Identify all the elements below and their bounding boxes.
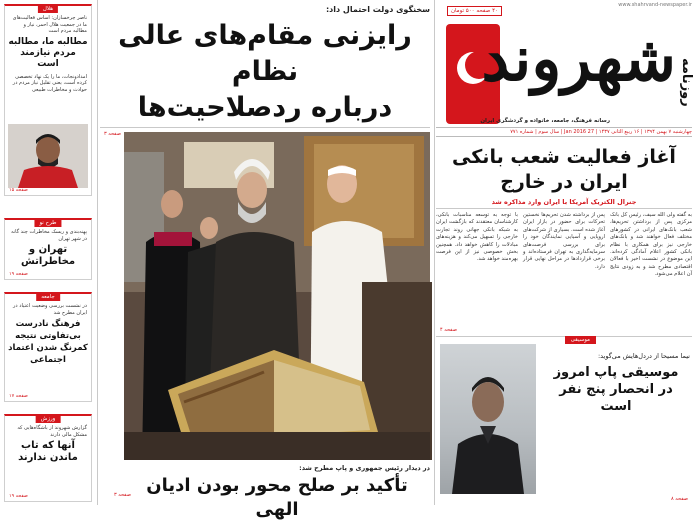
side-hilal-body: امدادونجات، ما را یک نهاد تخصصی کرده است، یعنی تقلیل نیاز مردم در حوادث و مخاطرات طبیعی	[12, 73, 87, 93]
bank-headline-line2: ایران در خارج	[500, 171, 628, 193]
bank-col-3: با توجه به توسعه مناسبات بانکی، کارشناسان معتقدند که بازگشت ایران به شبکه بانکی جهانی روند تجارت خارجی را تسهیل می‌کند و هزینه‌های مبادلات را کاهش خواهد داد. همچنین بخش خصوصی نیز از این فرصت بهره‌مند خواهد شد.	[436, 212, 518, 263]
side-tag-tehran: طرح نو	[34, 219, 61, 227]
date-en: 27 Jan 2016	[564, 129, 595, 135]
music-headline-line2: در انحصار پنج نفر است	[559, 382, 673, 414]
masthead-logo	[440, 14, 696, 126]
photo-caption-kicker: در دیدار رئیس جمهوری و پاپ مطرح شد:	[299, 464, 430, 472]
official-portrait-icon	[8, 124, 88, 188]
bank-page-ref[interactable]: صفحه ۴	[440, 327, 457, 333]
side-tag-hilal: هلال	[38, 5, 58, 13]
music-headline	[542, 364, 690, 415]
bank-headline	[436, 145, 692, 195]
side-box-social[interactable]	[4, 292, 92, 402]
music-tag: موسیقی	[565, 336, 596, 344]
side-tag-sport: ورزش	[36, 415, 61, 423]
logo-prefix: روزنامه	[679, 58, 694, 107]
side-tehran-page: صفحه ۱۹	[9, 272, 28, 277]
side-tehran-kicker: پهنه‌بندی و ریسک مخاطرات چند گانه در شهر تهران	[11, 229, 87, 242]
photo-headline: تأکید بر صلح محور بودن ادیان الهی	[146, 475, 408, 520]
musician-portrait-icon	[440, 344, 536, 494]
lead-headline-line1: رایزنی مقام‌های عالی نظام	[118, 20, 412, 87]
music-photo	[440, 344, 536, 494]
lead-headline-line2: درباره ردصلاحیت‌ها	[137, 92, 393, 123]
side-sport-headline: آنها که تاب ماندن ندارند	[18, 440, 78, 463]
side-sport-page: صفحه ۱۹	[9, 494, 28, 499]
center-left-divider	[97, 0, 98, 505]
bank-subhead: جنرال الکتریک آمریکا با ایران وارد مذاکره شد	[491, 198, 637, 206]
issue-number: سال سوم | شماره ۷۷۱	[510, 129, 560, 135]
center-right-divider	[434, 0, 435, 505]
masthead-url: www.shahrvand-newspaper.ir	[618, 2, 692, 8]
leaders-meeting-photo-icon	[124, 132, 430, 460]
side-tag-social: جامعه	[36, 293, 60, 301]
music-headline-line1: موسیقی پاپ امروز	[553, 365, 679, 380]
lead-kicker: سخنگوی دولت احتمال داد:	[325, 5, 430, 14]
main-photo	[124, 132, 430, 460]
masthead-tagline: رسانه فرهنگ، جامعه، خانواده و گردشگری ایران	[480, 118, 610, 124]
bank-col-2: پس از برداشته شدن تحریم‌ها نخستین تحرکات برای حضور در بازار ایران آغاز شده است. بسیاری از شرکت‌های اروپایی و آسیایی نمایندگان خود را برای بررسی فرصت‌های سرمایه‌گذاری به تهران فرستاده‌اند و برخی قراردادها در مراحل نهایی قرار دارد.	[523, 212, 605, 270]
side-box-hilal[interactable]	[4, 4, 92, 196]
photo-page-ref[interactable]: صفحه ۳	[114, 492, 131, 498]
side-social-page: صفحه ۱۷	[9, 394, 28, 399]
side-hilal-kicker: ناصر چرخسازان: اساس فعالیت‌های ما در جمعیت هلال احمر، نیاز و مطالبه مردم است	[12, 15, 87, 34]
side-hilal-page: صفحه ۱۵	[9, 188, 28, 193]
side-social-headline: فرهنگ نادرست بی‌تفاوتی نتیجه کمرنگ شدن اعتماد اجتماعی	[8, 319, 88, 365]
side-sport-kicker: گزارش شهروند از باشگاه‌هایی که مشکل مالی دارند	[17, 425, 87, 438]
side-hilal-headline: مطالبه ما، مطالبه مردم نیازمند است	[8, 36, 88, 69]
logo-name: شهروند	[481, 22, 676, 95]
bank-col-1: به گفته ولی الله سیف، رئیس کل بانک مرکزی پس از برداشتن تحریم‌ها، شعب بانک‌های ایرانی در کشورهای مختلف فعال خواهند شد و بانک‌های خارجی نیز برای همکاری با نظام بانکی کشور اعلام آمادگی کرده‌اند. این موضوع در نشست اخیر با فعالان اقتصادی مطرح شد و به زودی نتایج آن اعلام می‌شود.	[610, 212, 692, 278]
masthead-dateline: چهارشنبه ۷ بهمن ۱۳۹۴ | ۱۶ ربیع الثانی ۱۴۳۷ | 27 Jan 2016 | سال سوم | شماره ۷۷۱	[436, 127, 692, 137]
date-fa: چهارشنبه ۷ بهمن ۱۳۹۴ | ۱۶ ربیع الثانی ۱۴۳۷	[598, 129, 692, 135]
side-box-sport[interactable]	[4, 414, 92, 502]
side-hilal-photo	[8, 124, 88, 188]
lead-page-ref[interactable]: صفحه ۳	[104, 131, 121, 137]
bank-headline-line1: آغاز فعالیت شعب بانکی	[452, 146, 676, 168]
side-social-kicker: در نشست بررسی وضعیت اعتیاد در ایران مطرح شد	[12, 303, 87, 316]
side-box-tehran[interactable]	[4, 218, 92, 280]
pages-price-badge: ۴۰ صفحه ۵۰۰ تومان	[447, 6, 502, 16]
lead-divider	[100, 127, 430, 128]
side-tehran-headline: تهران و مخاطراتش	[20, 244, 76, 267]
bank-divider	[436, 208, 692, 209]
music-kicker: نیما مسیحا از دردل‌هایش می‌گوید:	[597, 352, 690, 360]
lead-headline	[100, 18, 430, 126]
music-page-ref[interactable]: صفحه ۸	[671, 496, 688, 502]
